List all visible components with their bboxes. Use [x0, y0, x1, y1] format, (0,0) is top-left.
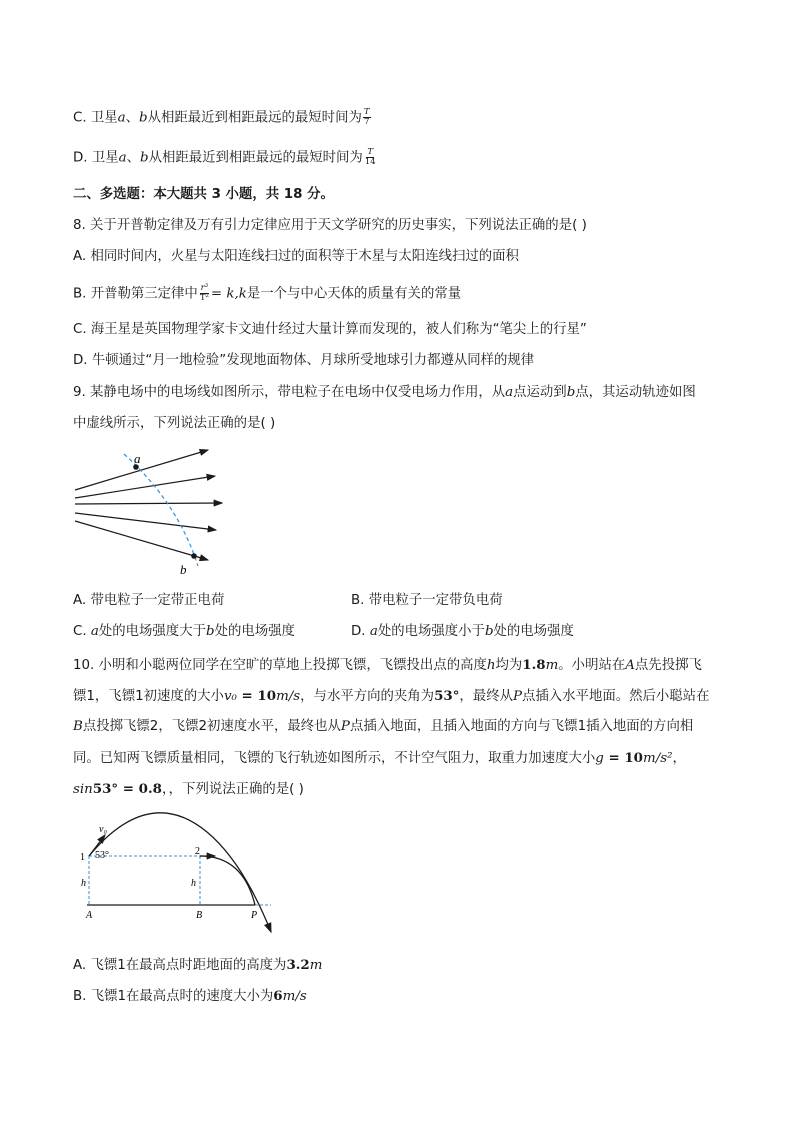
label-v0: v₀ [99, 824, 107, 835]
q8-option-a: A. 相同时间内，火星与太阳连线扫过的面积等于木星与太阳连线扫过的面积 [73, 249, 519, 264]
q9-stem-line1: 9. 某静电场中的电场线如图所示，带电粒子在电场中仅受电场力作用，从a点运动到b点，其运动轨迹如图 [73, 385, 696, 400]
label-1: 1 [80, 852, 85, 863]
q7-option-d: D. 卫星a、b从相距最近到相距最远的最短时间为 $\frac{T}{14}$ [73, 147, 376, 167]
q9-field-figure [70, 448, 230, 583]
q8-stem: 8. 关于开普勒定律及万有引力定律应用于天文学研究的历史事实，下列说法正确的是( ) [73, 218, 587, 233]
label-h-b: h [191, 878, 196, 889]
label-2: 2 [195, 846, 200, 857]
section-heading: 二、多选题：本大题共 3 小题，共 18 分。 [73, 187, 334, 202]
q8-option-d: D. 牛顿通过“月一地检验”发现地面物体、月球所受地球引力都遵从同样的规律 [73, 353, 535, 368]
q10-trajectory-figure [75, 812, 280, 937]
q10-stem-line5: sin53° = 0.8，，下列说法正确的是( ) [73, 781, 304, 797]
q9-option-d: D. a处的电场强度小于b处的电场强度 [351, 624, 574, 639]
label-A: A [86, 910, 93, 921]
label-a: a [134, 451, 141, 466]
field-line [75, 503, 222, 504]
q10-stem-line4: 同。已知两飞镖质量相同，飞镖的飞行轨迹如图所示，不计空气阻力，取重力加速度大小g = 10m/s²， [73, 750, 686, 766]
q9-option-a: A. 带电粒子一定带正电荷 [73, 593, 225, 608]
field-line [75, 450, 208, 490]
q10-stem-line3: B点投掷飞镖2，飞镖2初速度水平，最终也从P点插入地面，且插入地面的方向与飞镖1插入地面的方向相 [73, 719, 694, 734]
field-line [75, 476, 215, 498]
q7-option-c: C. 卫星a、b从相距最近到相距最远的最短时间为 $\frac{T}{7}$ [73, 107, 370, 127]
label-angle: 53° [95, 850, 109, 861]
q9-option-c: C. a处的电场强度大于b处的电场强度 [73, 624, 295, 639]
label-P: P [251, 910, 258, 921]
point-b [191, 553, 197, 559]
label-h-a: h [81, 878, 86, 889]
label-B: B [196, 910, 203, 921]
q8-option-c: C. 海王星是英国物理学家卡文迪什经过大量计算而发现的，被人们称为“笔尖上的行星” [73, 322, 587, 337]
q9-option-b: B. 带电粒子一定带负电荷 [351, 593, 503, 608]
fraction: $\frac{\text{r³}}{\text{T²}}$ [199, 283, 209, 303]
q10-stem-line2: 镖1，飞镖1初速度的大小v₀ = 10m/s，与水平方向的夹角为53°，最终从P点插入水平地面。然后小聪站在 [73, 688, 710, 704]
q10-stem-line1: 10. 小明和小聪两位同学在空旷的草地上投掷飞镖，飞镖投出点的高度h均为1.8m。小明站在A点先投掷飞 [73, 657, 702, 673]
label-b: b [180, 562, 187, 577]
trajectory-1 [89, 813, 271, 932]
fraction: $\frac{T}{7}$ [363, 107, 370, 127]
q8-option-b: B. 开普勒第三定律中 $\frac{\text{r³}}{\text{T²}}$ = k,k是一个与中心天体的质量有关的常量 [73, 283, 462, 303]
q10-option-b: B. 飞镖1在最高点时的速度大小为6m/s [73, 988, 307, 1004]
trajectory-dashed [124, 454, 198, 566]
q10-option-a: A. 飞镖1在最高点时距地面的高度为3.2m [73, 957, 323, 973]
q9-stem-line2: 中虚线所示，下列说法正确的是( ) [73, 416, 276, 431]
fraction: $\frac{T}{14}$ [364, 147, 376, 167]
